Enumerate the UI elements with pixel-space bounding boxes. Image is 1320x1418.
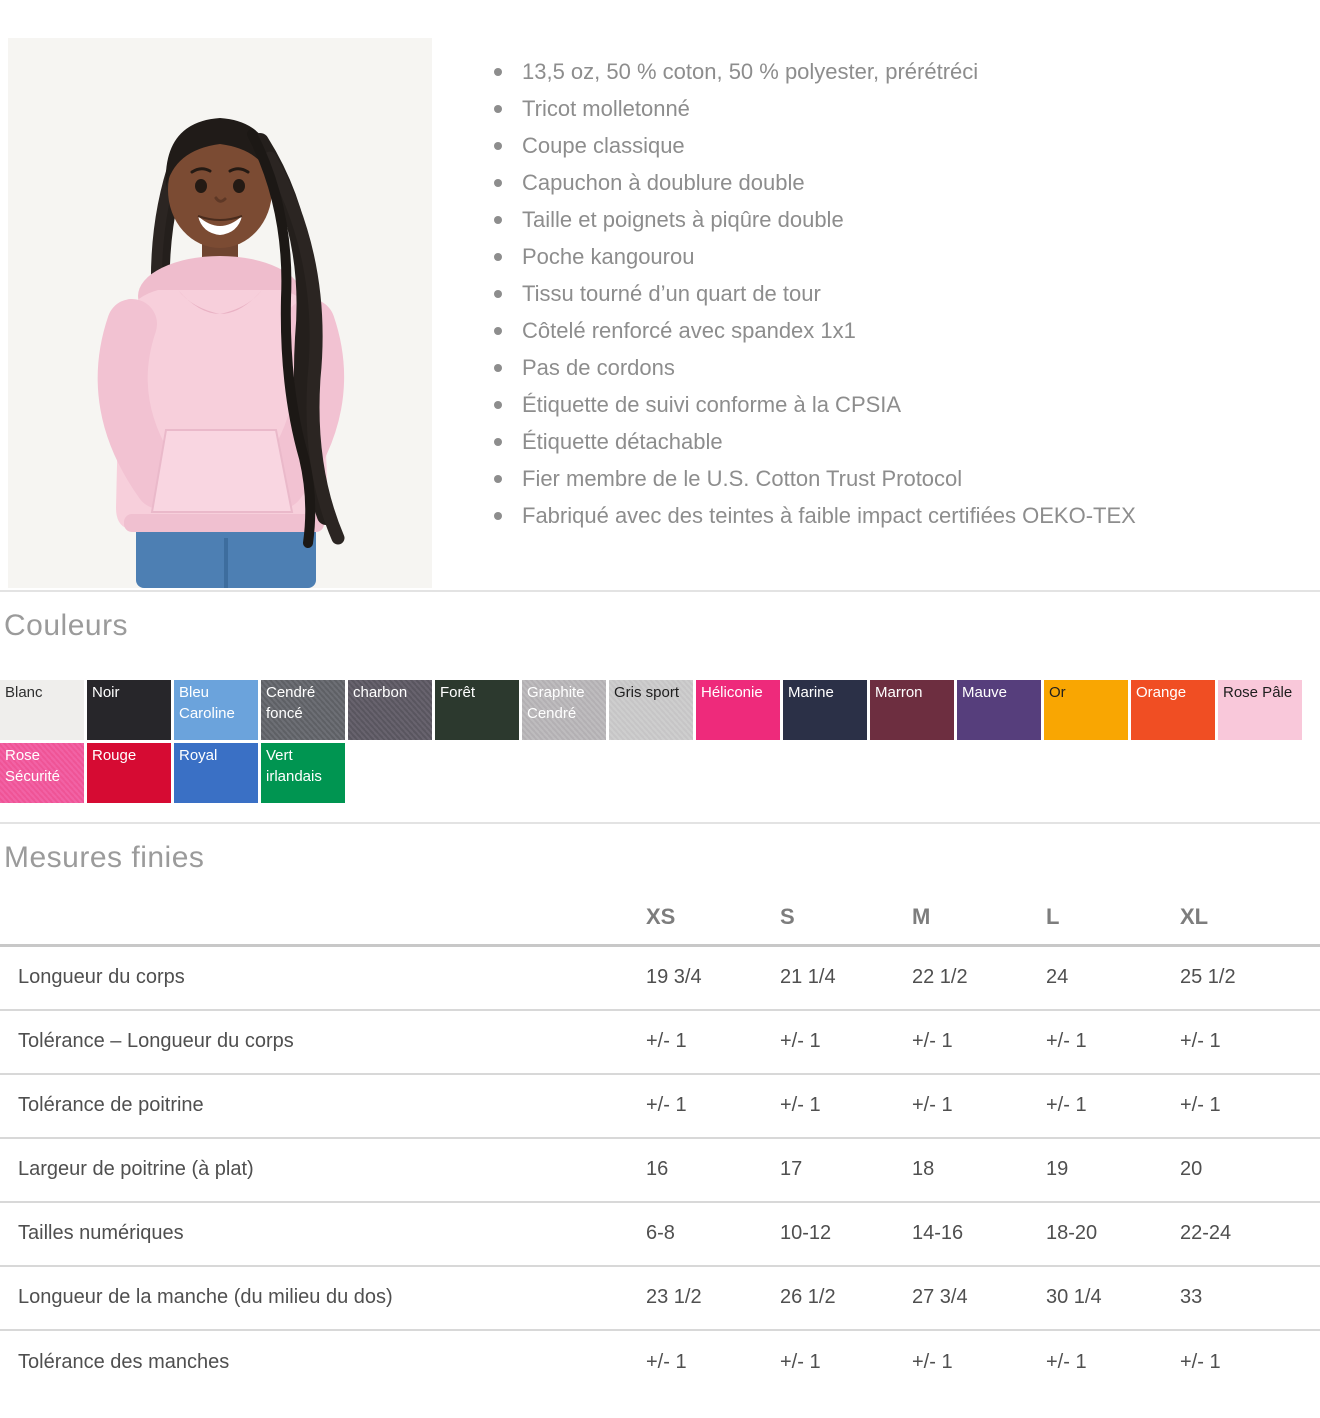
color-swatch[interactable] bbox=[174, 680, 258, 740]
swatch-label: charbon bbox=[353, 684, 408, 701]
row-value: +/- 1 bbox=[646, 1010, 780, 1074]
swatch-label: Royal bbox=[179, 747, 218, 764]
feature-item bbox=[488, 316, 1136, 346]
size-column-header: S bbox=[780, 878, 912, 946]
feature-item bbox=[488, 205, 1136, 235]
feature-text: Tissu tourné d’un quart de tour bbox=[522, 281, 821, 306]
row-value: 30 1/4 bbox=[1046, 1266, 1180, 1330]
row-value: 23 1/2 bbox=[646, 1266, 780, 1330]
color-swatch[interactable] bbox=[261, 680, 345, 740]
row-value: 10-12 bbox=[780, 1202, 912, 1266]
swatch-label: Rouge bbox=[92, 747, 137, 764]
size-column-header: XL bbox=[1180, 878, 1320, 946]
feature-item bbox=[488, 242, 1136, 272]
feature-text: Fabriqué avec des teintes à faible impact certifiées OEKO-TEX bbox=[522, 503, 1136, 528]
measurement-row bbox=[0, 1010, 1320, 1074]
size-header-row bbox=[0, 878, 1320, 946]
color-swatch[interactable] bbox=[957, 680, 1041, 740]
size-table bbox=[0, 878, 1320, 1394]
size-column-header: M bbox=[912, 878, 1046, 946]
row-label: Largeur de poitrine (à plat) bbox=[0, 1138, 646, 1202]
row-value: +/- 1 bbox=[1180, 1350, 1221, 1373]
row-value: +/- 1 bbox=[1180, 1010, 1320, 1074]
color-swatch[interactable] bbox=[609, 680, 693, 740]
color-swatch[interactable] bbox=[696, 680, 780, 740]
feature-item bbox=[488, 131, 1136, 161]
row-value: 24 bbox=[1046, 946, 1180, 1010]
row-label: Tolérance de poitrine bbox=[0, 1074, 646, 1138]
swatch-label: Bleu Caroline bbox=[179, 684, 235, 722]
color-swatch[interactable] bbox=[174, 743, 258, 803]
swatch-label: Rose Pâle bbox=[1223, 684, 1293, 701]
row-value: +/- 1 bbox=[912, 1074, 1046, 1138]
row-value: 18 bbox=[912, 1138, 1046, 1202]
feature-item bbox=[488, 427, 1136, 457]
feature-item bbox=[488, 279, 1136, 309]
feature-text: Fier membre de le U.S. Cotton Trust Protocol bbox=[522, 466, 963, 491]
row-value: +/- 1 bbox=[912, 1010, 1046, 1074]
feature-item bbox=[488, 353, 1136, 383]
measurement-row bbox=[0, 1330, 1320, 1394]
feature-text: Taille et poignets à piqûre double bbox=[522, 207, 844, 232]
row-value: 22 1/2 bbox=[912, 946, 1046, 1010]
top-section bbox=[0, 0, 1320, 588]
color-swatch[interactable] bbox=[348, 680, 432, 740]
color-swatch[interactable] bbox=[1131, 680, 1215, 740]
measurement-row bbox=[0, 946, 1320, 1010]
swatch-label: Marron bbox=[875, 684, 923, 701]
swatch-label: Noir bbox=[92, 684, 120, 701]
row-value: 17 bbox=[780, 1138, 912, 1202]
swatch-label: Gris sport bbox=[614, 684, 680, 701]
color-swatch[interactable] bbox=[87, 680, 171, 740]
row-value: +/- 1 bbox=[780, 1074, 912, 1138]
color-swatch[interactable] bbox=[0, 680, 84, 740]
row-value: +/- 1 bbox=[912, 1350, 953, 1373]
measurement-row bbox=[0, 1074, 1320, 1138]
color-swatch[interactable] bbox=[1044, 680, 1128, 740]
feature-list bbox=[488, 57, 1136, 588]
swatch-label: Rose Sécurité bbox=[5, 747, 61, 785]
feature-item bbox=[488, 94, 1136, 124]
feature-text: Côtelé renforcé avec spandex 1x1 bbox=[522, 318, 856, 343]
row-value: +/- 1 bbox=[780, 1010, 912, 1074]
size-column-header: XS bbox=[646, 878, 780, 946]
color-swatch-grid bbox=[0, 680, 1320, 803]
product-photo bbox=[8, 38, 432, 588]
feature-item bbox=[488, 501, 1136, 531]
row-value: 14-16 bbox=[912, 1202, 1046, 1266]
row-value: +/- 1 bbox=[1046, 1074, 1180, 1138]
row-label: Longueur de la manche (du milieu du dos) bbox=[0, 1266, 646, 1330]
size-header-spacer bbox=[0, 878, 646, 946]
swatch-label: Forêt bbox=[440, 684, 476, 701]
swatch-label: Blanc bbox=[5, 684, 43, 701]
color-swatch[interactable] bbox=[522, 680, 606, 740]
row-label: Longueur du corps bbox=[0, 946, 646, 1010]
feature-text: Pas de cordons bbox=[522, 355, 675, 380]
row-value: 18-20 bbox=[1046, 1202, 1180, 1266]
row-value: 20 bbox=[1180, 1138, 1320, 1202]
color-swatch[interactable] bbox=[0, 743, 84, 803]
swatch-label: Marine bbox=[788, 684, 834, 701]
swatch-label: Vert irlandais bbox=[266, 747, 322, 785]
row-label: Tailles numériques bbox=[0, 1202, 646, 1266]
row-value: 19 bbox=[1046, 1138, 1180, 1202]
swatch-label: Or bbox=[1049, 684, 1066, 701]
row-value: 21 1/4 bbox=[780, 946, 912, 1010]
row-value: +/- 1 bbox=[1180, 1074, 1320, 1138]
row-value: 16 bbox=[646, 1138, 780, 1202]
color-swatch[interactable] bbox=[261, 743, 345, 803]
row-value: 33 bbox=[1180, 1266, 1320, 1330]
size-column-header: L bbox=[1046, 878, 1180, 946]
row-value: +/- 1 bbox=[1046, 1010, 1180, 1074]
row-value: 25 1/2 bbox=[1180, 946, 1320, 1010]
row-value: 6-8 bbox=[646, 1202, 780, 1266]
feature-text: Étiquette détachable bbox=[522, 429, 723, 454]
swatch-label: Graphite Cendré bbox=[527, 684, 585, 722]
row-value: 22-24 bbox=[1180, 1202, 1320, 1266]
row-label: Tolérance des manches bbox=[18, 1350, 230, 1373]
section-divider bbox=[0, 590, 1320, 592]
feature-item bbox=[488, 464, 1136, 494]
feature-text: 13,5 oz, 50 % coton, 50 % polyester, prérétréci bbox=[522, 59, 979, 84]
feature-text: Coupe classique bbox=[522, 133, 685, 158]
row-value: +/- 1 bbox=[780, 1350, 821, 1373]
feature-item bbox=[488, 168, 1136, 198]
row-value: +/- 1 bbox=[646, 1074, 780, 1138]
swatch-label: Héliconie bbox=[701, 684, 763, 701]
row-value: 26 1/2 bbox=[780, 1266, 912, 1330]
child-in-pink-hoodie-photo bbox=[8, 38, 432, 588]
measurement-row bbox=[0, 1202, 1320, 1266]
feature-text: Capuchon à doublure double bbox=[522, 170, 805, 195]
feature-text: Poche kangourou bbox=[522, 244, 695, 269]
size-table-body bbox=[0, 946, 1320, 1394]
feature-item bbox=[488, 390, 1136, 420]
colors-section bbox=[0, 608, 1320, 803]
row-label: Tolérance – Longueur du corps bbox=[0, 1010, 646, 1074]
color-swatch[interactable] bbox=[435, 680, 519, 740]
feature-text: Tricot molletonné bbox=[522, 96, 690, 121]
row-value: +/- 1 bbox=[646, 1350, 687, 1373]
color-swatch[interactable] bbox=[783, 680, 867, 740]
row-value: 27 3/4 bbox=[912, 1266, 1046, 1330]
feature-item bbox=[488, 57, 1136, 87]
row-value: +/- 1 bbox=[1046, 1350, 1087, 1373]
swatch-label: Cendré foncé bbox=[266, 684, 316, 722]
swatch-label: Orange bbox=[1136, 684, 1187, 701]
section-divider bbox=[0, 822, 1320, 824]
color-swatch[interactable] bbox=[1218, 680, 1302, 740]
color-swatch[interactable] bbox=[870, 680, 954, 740]
colors-title: Couleurs bbox=[4, 609, 129, 642]
measurement-row bbox=[0, 1266, 1320, 1330]
measurement-row bbox=[0, 1138, 1320, 1202]
measurements-section bbox=[0, 840, 1320, 1394]
feature-text: Étiquette de suivi conforme à la CPSIA bbox=[522, 392, 902, 417]
color-swatch[interactable] bbox=[87, 743, 171, 803]
swatch-label: Mauve bbox=[962, 684, 1008, 701]
row-value: 19 3/4 bbox=[646, 946, 780, 1010]
measurements-title: Mesures finies bbox=[4, 841, 205, 874]
